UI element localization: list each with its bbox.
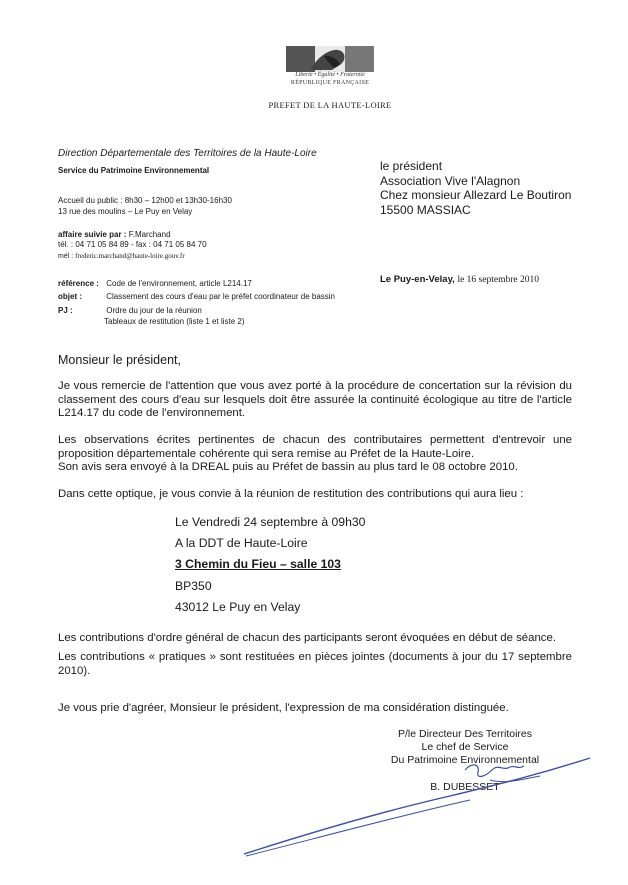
signature-name: B. DUBESSET	[430, 781, 500, 793]
followed-by-name: F.Marchand	[128, 230, 171, 239]
sender-address: 13 rue des moulins – Le Puy en Velay	[58, 207, 193, 216]
pj-row	[58, 306, 202, 316]
paragraph-general: Les contributions d'ordre général de chacun des participants seront évoquées en début de séance.	[58, 632, 557, 644]
email-label: mél :	[58, 253, 74, 260]
meeting-place: A la DDT de Haute-Loire	[175, 536, 308, 550]
pj-label: PJ :	[58, 306, 73, 315]
object-row	[58, 292, 335, 302]
date-text: le 16 septembre 2010	[457, 275, 539, 285]
pj-line2: Tableaux de restitution (liste 1 et liste 2)	[104, 317, 245, 326]
addressee-line: Chez monsieur Allezard Le Boutiron	[380, 188, 572, 202]
reference-value: Code de l'environnement, article L214.17	[106, 279, 252, 288]
paragraph-dreal: Son avis sera envoyé à la DREAL puis au Préfet de bassin au plus tard le 08 octobre 2010.	[58, 461, 518, 473]
addressee-line: le président	[380, 159, 443, 173]
meeting-city: 43012 Le Puy en Velay	[175, 600, 301, 614]
sender-direction: Direction Départementale des Territoires de la Haute-Loire	[58, 148, 317, 159]
sender-email-line	[58, 251, 185, 262]
republic-motto: Liberté • Égalité • Fraternité	[295, 72, 365, 78]
signature-line1: P/le Directeur Des Territoires	[397, 728, 532, 740]
reference-row	[58, 279, 252, 289]
handwritten-signature	[240, 740, 628, 860]
signature-line2: Le chef de Service	[421, 741, 509, 753]
addressee-line: Association Vive l'Alagnon	[380, 173, 521, 188]
meeting-room: 3 Chemin du Fieu – salle 103	[175, 557, 341, 571]
republic-label: RÉPUBLIQUE FRANÇAISE	[290, 80, 370, 86]
followed-by-label: affaire suivie par :	[58, 230, 127, 239]
paragraph-invitation: Dans cette optique, je vous convie à la réunion de restitution des contributions qui aura lieu :	[58, 488, 524, 500]
addressee-line: 15500 MASSIAC	[380, 202, 471, 217]
paragraph-thanks: Je vous remercie de l'attention que vous avez porté à la procédure de concertation sur la révision du classement des cours d'eau sur lesquels doit être assurée la continuité écologique au titre de l'article L214.17 du code de l'environnement.	[58, 380, 572, 419]
prefecture-title: PREFET DE LA HAUTE-LOIRE	[268, 100, 392, 110]
paragraph-observations: Les observations écrites pertinentes de chacun des contributaires permettent d'entrevoir une proposition départementale cohérente qui sera remise au Préfet de la Haute-Loire.	[58, 434, 572, 460]
meeting-bp: BP350	[175, 579, 212, 593]
sender-service: Service du Patrimoine Environnemental	[58, 166, 210, 175]
object-label: objet :	[58, 292, 82, 301]
sender-phone: tél. : 04 71 05 84 89 - fax : 04 71 05 84 70	[58, 240, 207, 249]
signature-line3: Du Patrimoine Environnemental	[390, 754, 540, 766]
marianne-logo	[286, 46, 374, 72]
pj-line1: Ordre du jour de la réunion	[106, 306, 202, 315]
salutation: Monsieur le président,	[58, 353, 181, 367]
followed-by	[58, 230, 171, 240]
date-place: Le Puy-en-Velay,	[380, 274, 455, 285]
reception-hours: Accueil du public : 8h30 – 12h00 et 13h30-16h30	[58, 196, 232, 205]
marianne-logo-icon	[286, 46, 374, 72]
object-value: Classement des cours d'eau par le préfet coordinateur de bassin	[106, 292, 336, 301]
reference-label: référence :	[58, 279, 99, 288]
date-line	[380, 274, 539, 285]
meeting-date: Le Vendredi 24 septembre à 09h30	[175, 515, 366, 529]
sender-email: frederic.marchand@haute-loire.gouv.fr	[75, 252, 185, 260]
addressee-block	[380, 159, 571, 217]
closing-formula: Je vous prie d'agréer, Monsieur le président, l'expression de ma considération distinguée.	[58, 702, 509, 714]
paragraph-practical: Les contributions « pratiques » sont restituées en pièces jointes (documents à jour du 17 septembre 2010).	[58, 651, 572, 677]
